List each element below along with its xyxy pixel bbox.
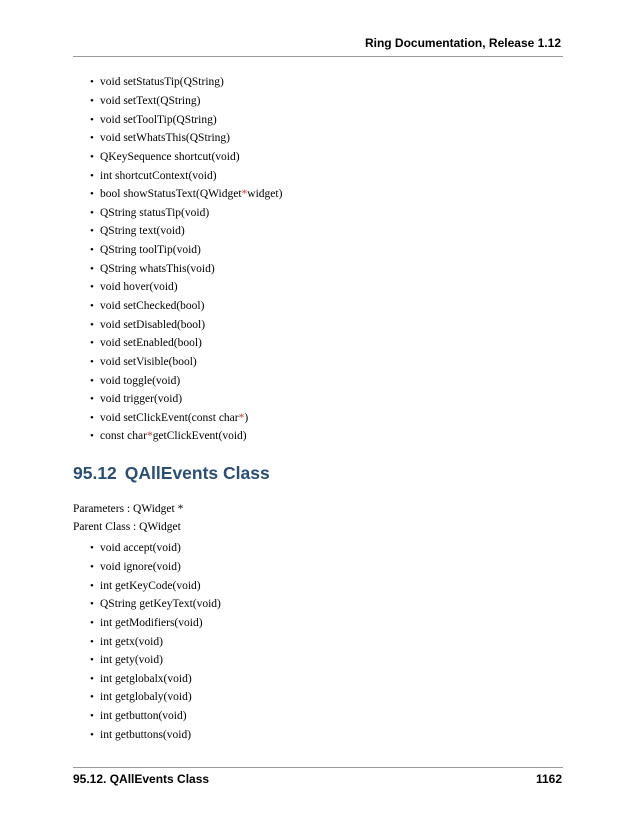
- bullet-icon: •: [90, 691, 94, 704]
- bullet-icon: •: [90, 132, 94, 145]
- bullet-icon: •: [90, 318, 94, 331]
- method-list-item: [90, 148, 282, 167]
- method-signature: void setClickEvent(const char: [100, 411, 239, 424]
- method-signature: QString statusTip(void): [100, 206, 210, 219]
- parameters-line: Parameters : QWidget *: [73, 503, 184, 515]
- method-signature: void hover(void): [100, 281, 178, 294]
- pointer-star: *: [241, 188, 248, 201]
- method-signature: void trigger(void): [100, 393, 183, 406]
- method-signature: int getbutton(void): [100, 710, 187, 723]
- bullet-icon: •: [90, 244, 94, 257]
- method-signature: void ignore(void): [100, 560, 181, 573]
- footer-divider: [73, 767, 563, 768]
- method-signature: bool showStatusText(QWidget: [100, 188, 242, 201]
- header-divider: [73, 56, 563, 57]
- method-list-item: [90, 632, 221, 651]
- method-list-item: [90, 259, 282, 278]
- method-list-item: [90, 166, 282, 185]
- method-signature: QString text(void): [100, 225, 185, 238]
- method-list-item: [90, 427, 282, 446]
- method-list-item: [90, 707, 221, 726]
- method-list-bottom: [90, 539, 221, 744]
- method-signature: void setDisabled(bool): [100, 318, 206, 331]
- method-signature: const char: [100, 430, 147, 443]
- bullet-icon: •: [90, 430, 94, 443]
- method-signature: int getglobaly(void): [100, 691, 192, 704]
- bullet-icon: •: [90, 94, 94, 107]
- method-list-item: [90, 278, 282, 297]
- method-signature: int getbuttons(void): [100, 728, 192, 741]
- method-signature: void accept(void): [100, 542, 181, 555]
- page-number: 1162: [535, 772, 562, 786]
- bullet-icon: •: [90, 113, 94, 126]
- bullet-icon: •: [90, 710, 94, 723]
- bullet-icon: •: [90, 206, 94, 219]
- method-signature: int getKeyCode(void): [100, 579, 201, 592]
- pointer-star: *: [146, 430, 153, 443]
- method-signature: int gety(void): [100, 654, 163, 667]
- method-list-item: [90, 185, 282, 204]
- method-signature: int getx(void): [100, 635, 163, 648]
- method-signature: void setText(QString): [100, 94, 201, 107]
- bullet-icon: •: [90, 300, 94, 312]
- section-heading: [73, 463, 270, 484]
- bullet-icon: •: [90, 76, 94, 89]
- method-list-item: [90, 595, 221, 614]
- method-list-top: [90, 73, 282, 446]
- bullet-icon: •: [90, 411, 94, 424]
- method-signature: void toggle(void): [100, 374, 181, 387]
- method-signature: QString whatsThis(void): [100, 262, 215, 275]
- method-list-item: [90, 558, 221, 577]
- method-signature: void setWhatsThis(QString): [100, 132, 230, 145]
- method-list-item: [90, 353, 282, 372]
- method-signature-tail: getClickEvent(void): [152, 430, 247, 443]
- method-signature: void setVisible(bool): [100, 355, 197, 368]
- bullet-icon: •: [90, 635, 94, 648]
- method-list-item: [90, 334, 282, 353]
- bullet-icon: •: [90, 188, 94, 201]
- method-list-item: [90, 110, 282, 129]
- method-signature: int getModifiers(void): [100, 616, 203, 629]
- bullet-icon: •: [90, 393, 94, 406]
- method-signature: int shortcutContext(void): [100, 169, 217, 182]
- method-list-item: [90, 614, 221, 633]
- bullet-icon: •: [90, 542, 94, 555]
- method-list-item: [90, 297, 282, 316]
- running-header: Ring Documentation, Release 1.12: [364, 36, 561, 50]
- method-list-item: [90, 371, 282, 390]
- bullet-icon: •: [90, 728, 94, 741]
- bullet-icon: •: [90, 654, 94, 667]
- pointer-star: *: [238, 411, 245, 424]
- method-list-item: [90, 651, 221, 670]
- method-list-item: [90, 725, 221, 744]
- method-list-item: [90, 222, 282, 241]
- method-list-item: [90, 241, 282, 260]
- method-signature: void setChecked(bool): [100, 300, 205, 312]
- parent-class-line: Parent Class : QWidget: [73, 521, 181, 533]
- section-title: QAllEvents Class: [124, 463, 270, 483]
- method-list-item: [90, 129, 282, 148]
- method-list-item: [90, 576, 221, 595]
- method-signature: void setStatusTip(QString): [100, 76, 224, 89]
- method-signature: void setToolTip(QString): [100, 113, 217, 126]
- bullet-icon: •: [90, 560, 94, 573]
- bullet-icon: •: [90, 169, 94, 182]
- bullet-icon: •: [90, 281, 94, 294]
- bullet-icon: •: [90, 374, 94, 387]
- method-signature-tail: widget): [247, 188, 283, 201]
- method-list-item: [90, 390, 282, 409]
- method-list-item: [90, 409, 282, 428]
- bullet-icon: •: [90, 337, 94, 350]
- footer-section-label: 95.12. QAllEvents Class: [73, 772, 210, 786]
- method-signature: void setEnabled(bool): [100, 337, 202, 350]
- bullet-icon: •: [90, 262, 94, 275]
- method-list-item: [90, 669, 221, 688]
- bullet-icon: •: [90, 579, 94, 592]
- method-list-item: [90, 688, 221, 707]
- method-signature: int getglobalx(void): [100, 672, 192, 685]
- method-signature: QString toolTip(void): [100, 244, 201, 257]
- bullet-icon: •: [90, 672, 94, 685]
- bullet-icon: •: [90, 598, 94, 611]
- method-list-item: [90, 92, 282, 111]
- bullet-icon: •: [90, 150, 94, 163]
- section-number: 95.12: [73, 463, 117, 483]
- method-signature-tail: ): [244, 411, 249, 424]
- method-list-item: [90, 203, 282, 222]
- bullet-icon: •: [90, 616, 94, 629]
- method-signature: QKeySequence shortcut(void): [100, 150, 240, 163]
- bullet-icon: •: [90, 225, 94, 238]
- bullet-icon: •: [90, 355, 94, 368]
- method-signature: QString getKeyText(void): [100, 598, 221, 611]
- method-list-item: [90, 73, 282, 92]
- method-list-item: [90, 539, 221, 558]
- method-list-item: [90, 315, 282, 334]
